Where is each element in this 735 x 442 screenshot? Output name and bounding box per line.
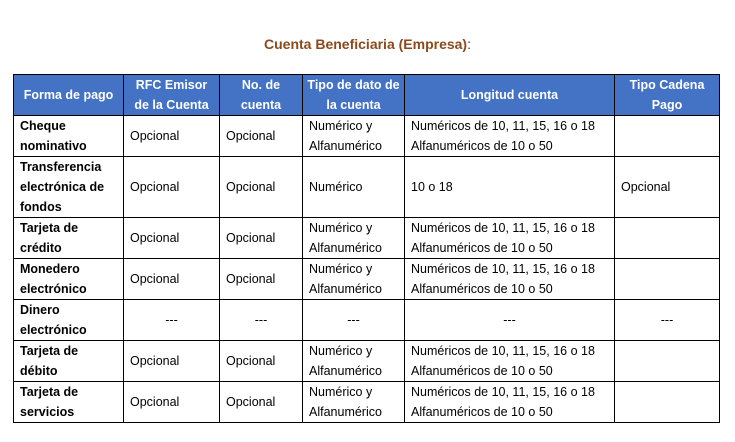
cell-rfc-emisor: --- <box>124 300 220 341</box>
cell-line: Numéricos de 10, 11, 15, 16 o 18 <box>411 221 595 235</box>
cell-tipo-dato <box>303 218 405 259</box>
cell-line: Numéricos de 10, 11, 15, 16 o 18 <box>411 385 595 399</box>
cell-line: Alfanumérico <box>309 282 382 296</box>
cell-longitud: 10 o 18 <box>405 157 615 218</box>
cell-tipo-dato <box>303 382 405 423</box>
page-title <box>0 36 735 52</box>
cell-line: Alfanumérico <box>309 364 382 378</box>
cell-line: Numérico y <box>309 221 373 235</box>
cell-forma-de-pago: Tarjeta de crédito <box>14 218 124 259</box>
cell-longitud <box>405 218 615 259</box>
cell-rfc-emisor: Opcional <box>124 259 220 300</box>
cell-tipo-dato <box>303 116 405 157</box>
cell-forma-de-pago: Dinero electrónico <box>14 300 124 341</box>
cell-longitud <box>405 116 615 157</box>
cell-line: Numérico y <box>309 262 373 276</box>
table-row <box>14 382 720 423</box>
cell-line: Alfanumérico <box>309 139 382 153</box>
cell-tipo-cadena: Opcional <box>615 157 720 218</box>
cell-tipo-dato: Numérico <box>303 157 405 218</box>
cell-no-cuenta: Opcional <box>220 259 303 300</box>
header-rfc-emisor: RFC Emisor de la Cuenta <box>124 75 220 116</box>
cell-line: Alfanuméricos de 10 o 50 <box>411 139 553 153</box>
cell-forma-de-pago: Monedero electrónico <box>14 259 124 300</box>
table-row <box>14 341 720 382</box>
cell-forma-de-pago: Cheque nominativo <box>14 116 124 157</box>
cell-rfc-emisor: Opcional <box>124 116 220 157</box>
header-forma-de-pago: Forma de pago <box>14 75 124 116</box>
cell-longitud <box>405 341 615 382</box>
cell-forma-de-pago: Tarjeta de débito <box>14 341 124 382</box>
cell-line: Alfanuméricos de 10 o 50 <box>411 364 553 378</box>
cell-tipo-cadena <box>615 218 720 259</box>
table-row <box>14 157 720 218</box>
table-row <box>14 259 720 300</box>
cell-line: Numéricos de 10, 11, 15, 16 o 18 <box>411 344 595 358</box>
beneficiary-account-table <box>13 74 720 423</box>
cell-tipo-dato <box>303 259 405 300</box>
cell-line: Numéricos de 10, 11, 15, 16 o 18 <box>411 119 595 133</box>
cell-tipo-cadena <box>615 341 720 382</box>
cell-line: Alfanumérico <box>309 241 382 255</box>
cell-no-cuenta: Opcional <box>220 341 303 382</box>
cell-rfc-emisor: Opcional <box>124 382 220 423</box>
cell-rfc-emisor: Opcional <box>124 341 220 382</box>
cell-line: Alfanuméricos de 10 o 50 <box>411 282 553 296</box>
cell-no-cuenta: Opcional <box>220 116 303 157</box>
cell-tipo-dato <box>303 341 405 382</box>
cell-longitud: --- <box>405 300 615 341</box>
cell-tipo-cadena: --- <box>615 300 720 341</box>
cell-no-cuenta: --- <box>220 300 303 341</box>
cell-line: Numéricos de 10, 11, 15, 16 o 18 <box>411 262 595 276</box>
cell-longitud <box>405 259 615 300</box>
cell-line: Alfanuméricos de 10 o 50 <box>411 405 553 419</box>
header-longitud-cuenta: Longitud cuenta <box>405 75 615 116</box>
cell-no-cuenta: Opcional <box>220 157 303 218</box>
title-suffix: : <box>467 36 471 52</box>
cell-line: Numérico y <box>309 385 373 399</box>
cell-tipo-cadena <box>615 259 720 300</box>
cell-no-cuenta: Opcional <box>220 218 303 259</box>
cell-line: Alfanuméricos de 10 o 50 <box>411 241 553 255</box>
cell-line: Numérico y <box>309 119 373 133</box>
cell-tipo-cadena <box>615 382 720 423</box>
cell-tipo-dato: --- <box>303 300 405 341</box>
header-no-cuenta: No. de cuenta <box>220 75 303 116</box>
cell-rfc-emisor: Opcional <box>124 218 220 259</box>
cell-line: Numérico y <box>309 344 373 358</box>
cell-no-cuenta: Opcional <box>220 382 303 423</box>
table-row <box>14 116 720 157</box>
cell-line: Alfanumérico <box>309 405 382 419</box>
table-row <box>14 218 720 259</box>
cell-tipo-cadena <box>615 116 720 157</box>
title-text: Cuenta Beneficiaria (Empresa) <box>264 36 468 52</box>
cell-longitud <box>405 382 615 423</box>
table-row <box>14 300 720 341</box>
cell-forma-de-pago: Transferencia electrónica de fondos <box>14 157 124 218</box>
table-header-row <box>14 75 720 116</box>
header-tipo-dato: Tipo de dato de la cuenta <box>303 75 405 116</box>
header-tipo-cadena-pago: Tipo Cadena Pago <box>615 75 720 116</box>
cell-forma-de-pago: Tarjeta de servicios <box>14 382 124 423</box>
cell-rfc-emisor: Opcional <box>124 157 220 218</box>
